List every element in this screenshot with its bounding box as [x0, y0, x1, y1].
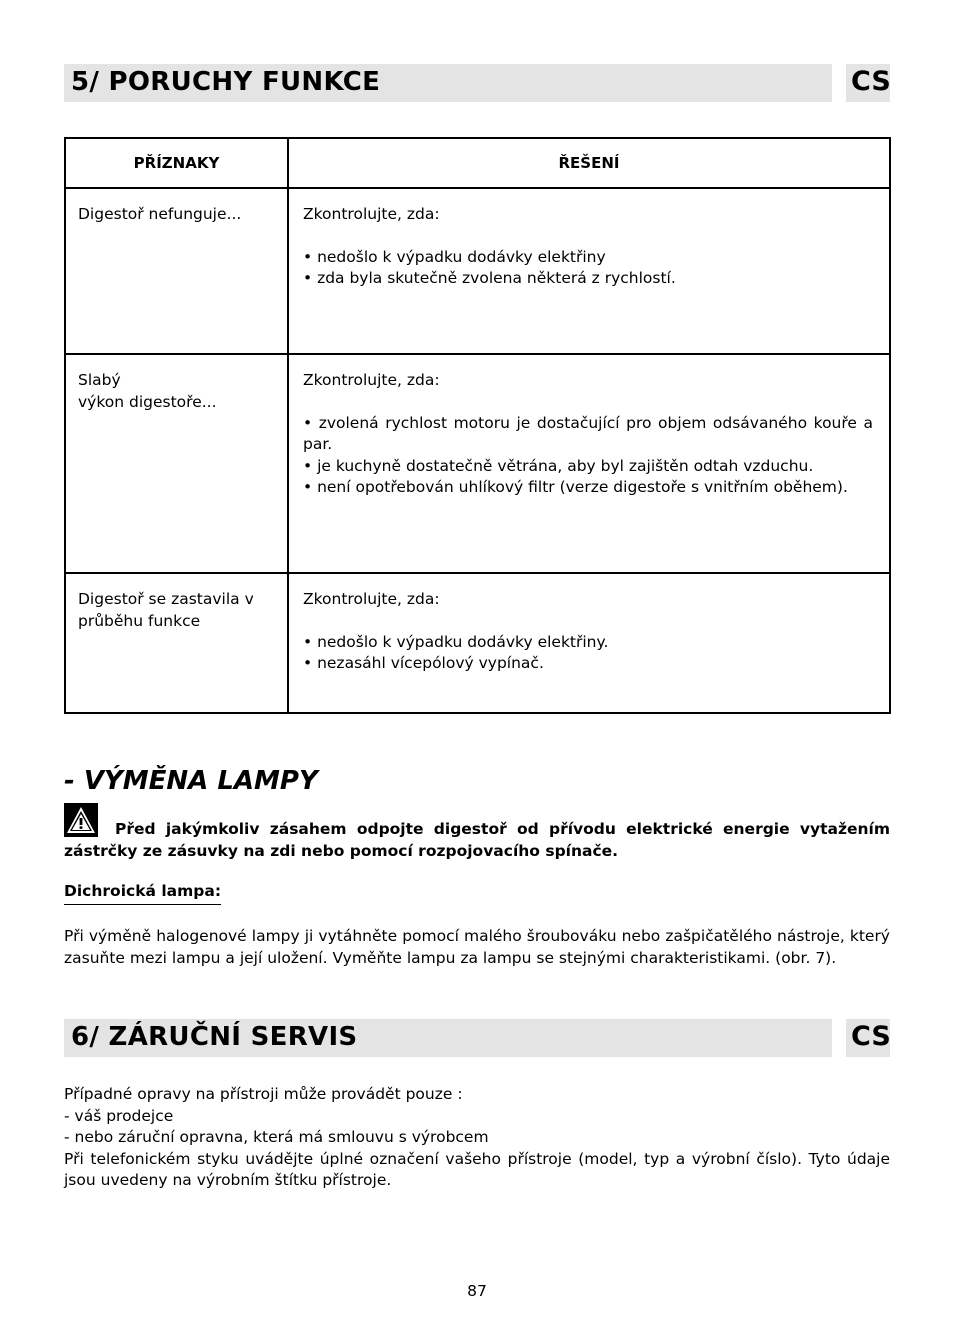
symptom-cell — [65, 188, 288, 354]
symptom-cell — [65, 354, 288, 573]
solution-item: • zda byla skutečně zvolena některá z rychlostí. — [303, 269, 676, 287]
troubleshooting-table — [64, 137, 891, 714]
page-number: 87 — [467, 1282, 487, 1300]
language-badge — [846, 64, 890, 102]
symptom-text: Slabý — [78, 371, 121, 389]
table-row — [65, 354, 890, 573]
solution-intro: Zkontrolujte, zda: — [303, 590, 440, 608]
section-6-title: 6/ ZÁRUČNÍ SERVIS — [71, 1022, 358, 1052]
table-row — [65, 573, 890, 713]
section-5-header — [64, 64, 832, 102]
section-6-header — [64, 1019, 832, 1057]
solution-item: • je kuchyně dostatečně větrána, aby byl zajištěn odtah vzduchu. — [303, 456, 814, 475]
solution-cell — [288, 188, 890, 354]
solution-item: • nedošlo k výpadku dodávky elektřiny — [303, 247, 606, 266]
warning-text: Před jakýmkoliv zásahem odpojte digestoř od přívodu elektrické energie vytažením zástrčky ze zásuvky na zdi nebo pomocí rozpojovacího spínače. — [64, 820, 890, 860]
symptom-text: Digestoř nefunguje... — [78, 205, 242, 223]
language-code: CS — [851, 66, 891, 97]
service-line: - nebo záruční opravna, která má smlouvu s výrobcem — [64, 1128, 489, 1146]
solution-item: • zvolená rychlost motoru je dostačující pro objem odsávaného kouře a par. — [303, 413, 873, 453]
service-text — [64, 1084, 890, 1192]
symptom-cell — [65, 573, 288, 713]
column-header-solutions: ŘEŠENÍ — [288, 138, 890, 188]
solution-item: • není opotřebován uhlíkový filtr (verze digestoře s vnitřním oběhem). — [303, 478, 848, 496]
symptom-text: výkon digestoře... — [78, 392, 217, 411]
dichroic-lamp-heading: Dichroická lampa: — [64, 882, 221, 905]
language-badge — [846, 1019, 890, 1057]
table-header-row — [65, 138, 890, 188]
solution-cell — [288, 354, 890, 573]
language-code: CS — [851, 1021, 891, 1052]
solution-intro: Zkontrolujte, zda: — [303, 371, 440, 389]
table-row — [65, 188, 890, 354]
section-5-title: 5/ PORUCHY FUNKCE — [71, 67, 381, 97]
solution-cell — [288, 573, 890, 713]
lamp-heading: - VÝMĚNA LAMPY — [64, 766, 318, 796]
solution-item: • nezasáhl vícepólový vypínač. — [303, 654, 544, 672]
symptom-text: Digestoř se zastavila v průběhu funkce — [78, 590, 254, 630]
service-line: Případné opravy na přístroji může provádět pouze : — [64, 1085, 463, 1103]
column-header-symptoms: PŘÍZNAKY — [65, 138, 288, 188]
service-line: - váš prodejce — [64, 1106, 174, 1125]
solution-intro: Zkontrolujte, zda: — [303, 205, 440, 223]
service-line: Při telefonickém styku uvádějte úplné označení vašeho přístroje (model, typ a výrobní číslo). Tyto údaje jsou uvedeny na výrobním štítku přístroje. — [64, 1149, 890, 1189]
lamp-instructions: Při výměně halogenové lampy ji vytáhněte pomocí malého šroubováku nebo zašpičatělého nástroje, který zasuňte mezi lampu a její uložení. Vyměňte lampu za lampu se stejnými charakteristikami. (obr. 7). — [64, 927, 890, 967]
solution-item: • nedošlo k výpadku dodávky elektřiny. — [303, 632, 609, 651]
